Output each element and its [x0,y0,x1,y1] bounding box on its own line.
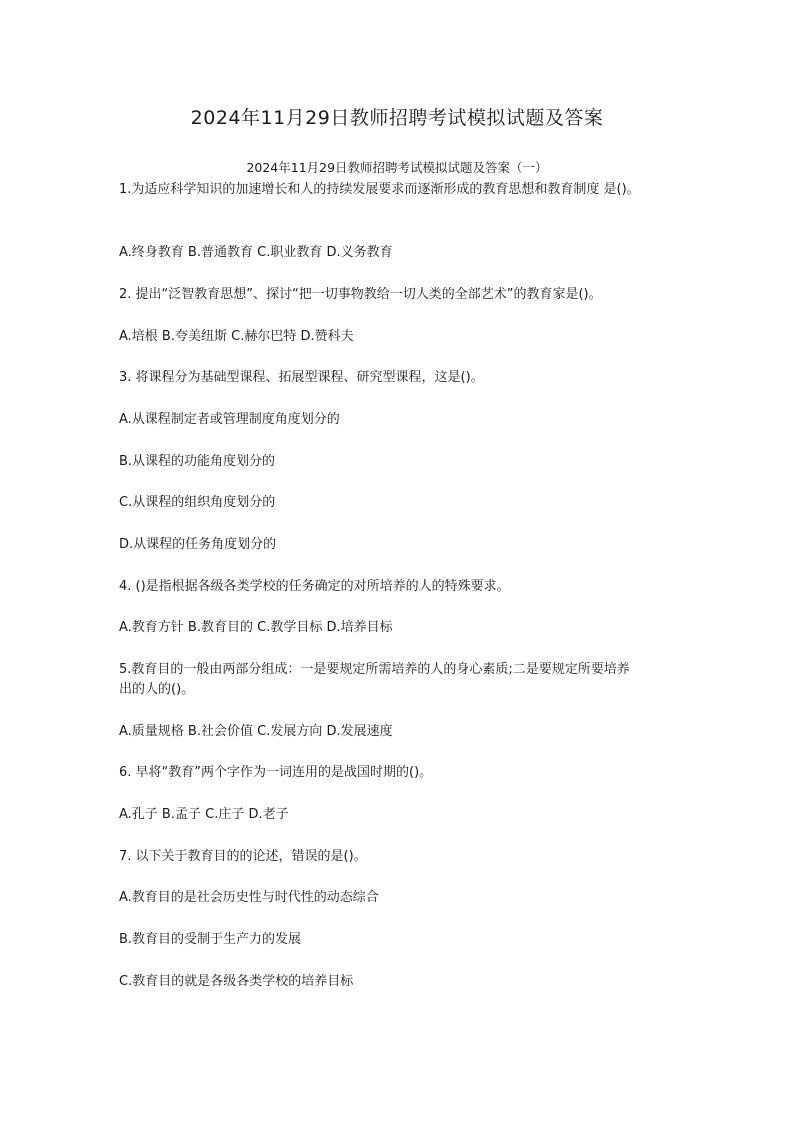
question-5-options: A.质量规格 B.社会价值 C.发展方向 D.发展速度 [119,724,393,739]
question-3: 3. 将课程分为基础型课程、拓展型课程、研究型课程，这是()。 [119,370,484,385]
question-4-options: A.教育方针 B.教育目的 C.教学目标 D.培养目标 [119,620,393,635]
question-3-option-b: B.从课程的功能角度划分的 [119,454,276,469]
question-6: 6. 早将“教育”两个字作为一词连用的是战国时期的()。 [119,765,433,780]
question-7-option-b: B.教育目的受制于生产力的发展 [119,932,302,947]
document-subtitle: 2024年11月29日教师招聘考试模拟试题及答案（一） [246,160,548,175]
question-7-option-c: C.教育目的就是各级各类学校的培养目标 [119,974,354,989]
question-7-option-a: A.教育目的是社会历史性与时代性的动态综合 [119,890,379,905]
question-3-option-d: D.从课程的任务角度划分的 [119,537,277,552]
question-6-options: A.孔子 B.孟子 C.庄子 D.老子 [119,807,289,822]
question-5-line-1: 5.教育目的一般由两部分组成：一是要规定所需培养的人的身心素质;二是要规定所要培养 [119,662,630,677]
document-title: 2024年11月29日教师招聘考试模拟试题及答案 [190,107,604,129]
question-2-options: A.培根 B.夸美纽斯 C.赫尔巴特 D.赞科夫 [119,329,354,344]
question-4: 4. ()是指根据各级各类学校的任务确定的对所培养的人的特殊要求。 [119,579,510,594]
question-2: 2. 提出“泛智教育思想”、探讨“把一切事物教给一切人类的全部艺术”的教育家是()。 [119,287,602,302]
question-1-options: A.终身教育 B.普通教育 C.职业教育 D.义务教育 [119,245,393,260]
question-5-line-2: 出的人的()。 [119,682,195,697]
question-1: 1.为适应科学知识的加速增长和人的持续发展要求而逐渐形成的教育思想和教育制度 是()。 [119,182,640,197]
question-3-option-c: C.从课程的组织角度划分的 [119,495,276,510]
question-3-option-a: A.从课程制定者或管理制度角度划分的 [119,412,340,427]
question-7: 7. 以下关于教育目的的论述，错误的是()。 [119,849,367,864]
